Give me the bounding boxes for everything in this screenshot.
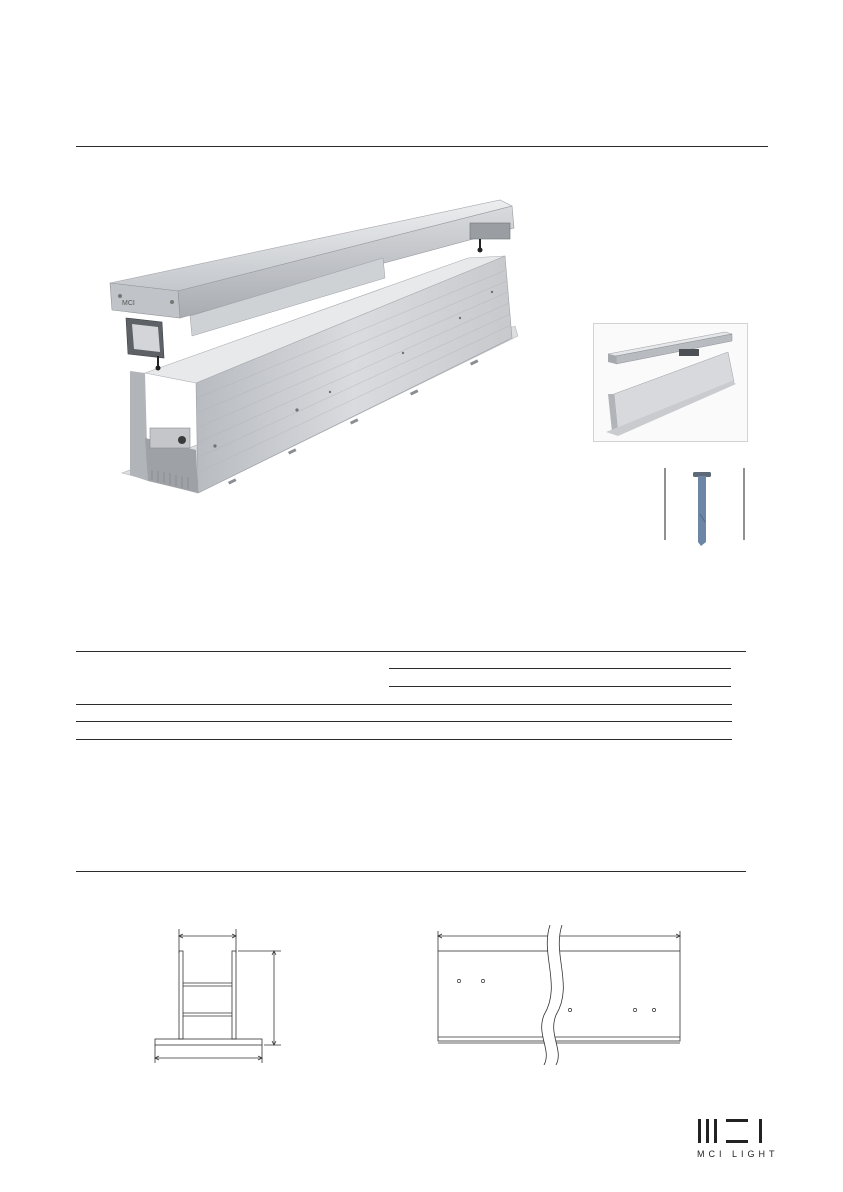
table-rule-top xyxy=(76,651,746,652)
cross-section-drawing xyxy=(146,925,296,1065)
product-thumbnail xyxy=(593,323,748,442)
end-cap-badge: MCI xyxy=(122,300,135,307)
table-rule-row-1 xyxy=(76,704,732,705)
mci-logo-text: MCI LIGHT xyxy=(697,1149,779,1159)
mci-logo-mark-icon xyxy=(697,1117,769,1147)
header-rule xyxy=(76,146,768,147)
table-rule-row-2 xyxy=(76,721,732,722)
side-elevation-drawing xyxy=(432,925,688,1065)
drawings-rule xyxy=(76,871,746,872)
table-rule-sub-1 xyxy=(389,668,731,669)
table-rule-sub-2 xyxy=(389,686,731,687)
table-rule-row-3 xyxy=(76,739,732,740)
installation-key-icon xyxy=(627,462,750,554)
product-photo-main xyxy=(100,188,540,518)
installation-key-image xyxy=(627,462,750,554)
product-thumbnail-image xyxy=(594,324,747,441)
mci-logo-mark xyxy=(697,1117,769,1147)
